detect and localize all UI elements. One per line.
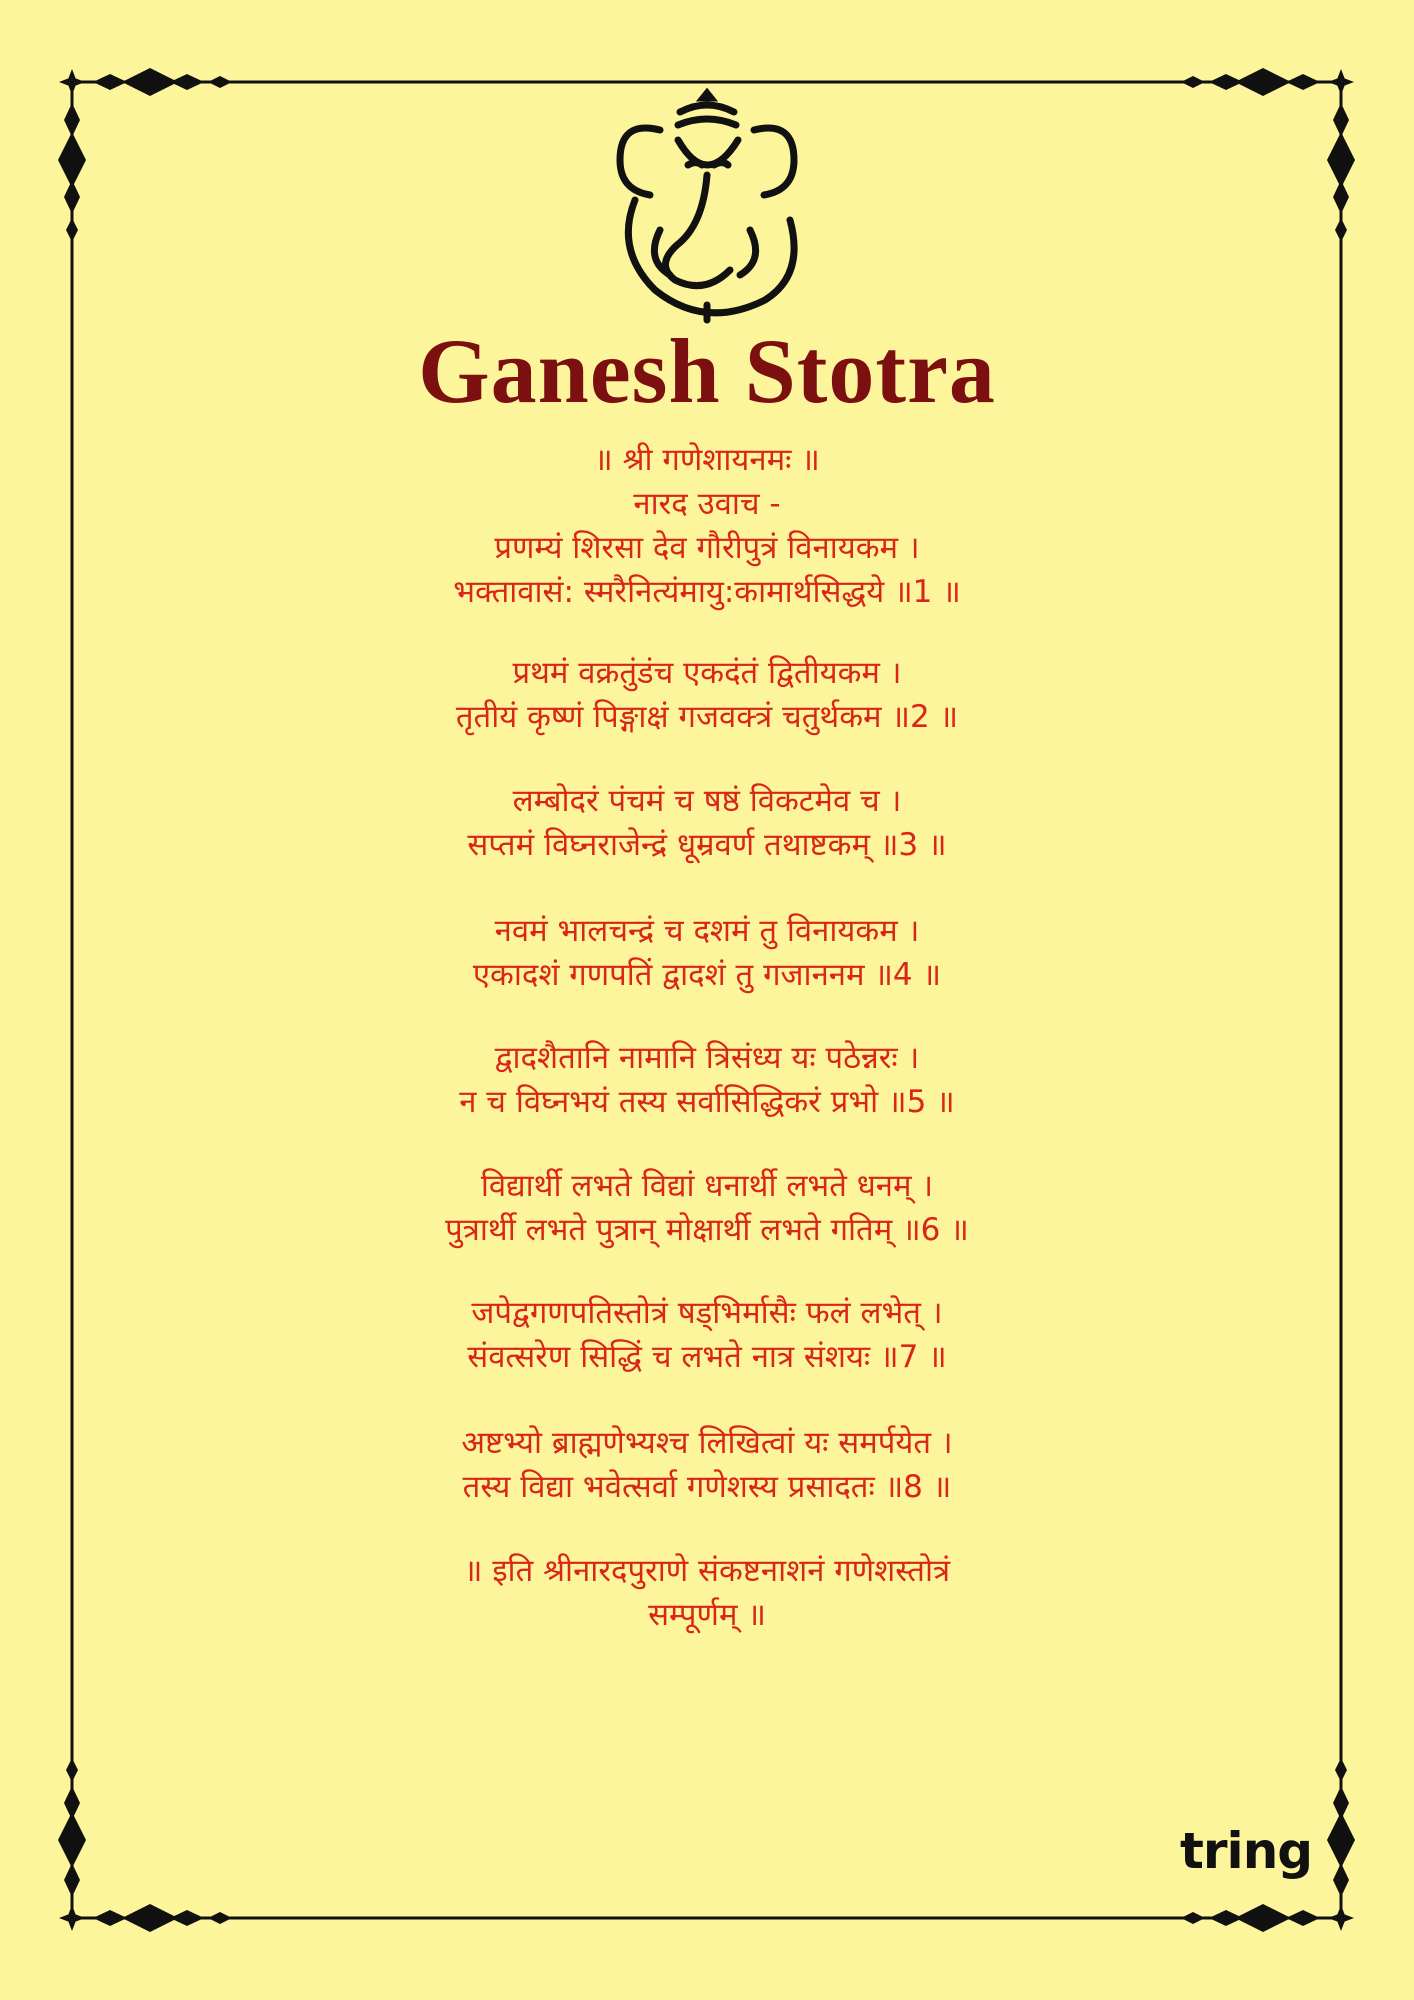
border-diamond-icon — [66, 1758, 78, 1782]
verse-line: विद्यार्थी लभते विद्यां धनार्थी लभते धनम् । — [480, 1168, 934, 1204]
border-diamond-icon — [1333, 180, 1349, 214]
border-diamond-icon — [1335, 1758, 1347, 1782]
corner-star-icon — [1336, 1905, 1346, 1931]
tring-logo: tring — [1180, 1822, 1313, 1880]
narada-uvacha-line: नारद उवाच - — [633, 486, 781, 522]
border-diamond-icon — [66, 218, 78, 242]
verse-line: प्रथमं वक्रतुंडंच एकदंतं द्वितीयकम । — [512, 655, 902, 691]
verse-line: सप्तमं विघ्नराजेन्द्रं धूम्रवर्ण तथाष्टकम् ॥3 ॥ — [467, 827, 947, 863]
border-diamond-icon — [1333, 1786, 1349, 1820]
border-diamond-icon — [64, 103, 80, 137]
border-diamond-icon — [58, 132, 86, 188]
border-diamond-icon — [64, 1863, 80, 1897]
border-diamond-icon — [122, 68, 178, 96]
verse-7 — [0, 1291, 1414, 1379]
verse-5 — [0, 1036, 1414, 1124]
corner-star-icon — [67, 69, 77, 95]
verse-line: अष्टभ्यो ब्राह्मणेभ्यश्च लिखित्वां यः समर्पयेत । — [461, 1425, 953, 1461]
verse-line: संवत्सरेण सिद्धिं च लभते नात्र संशयः ॥7 ॥ — [467, 1339, 947, 1375]
corner-star-icon — [1336, 69, 1346, 95]
border-diamond-icon — [122, 1904, 178, 1932]
border-diamond-icon — [93, 74, 127, 90]
border-diamond-icon — [1286, 1910, 1320, 1926]
verse-line: न च विघ्नभयं तस्य सर्वासिद्धिकरं प्रभो ॥5 ॥ — [459, 1084, 955, 1120]
border-diamond-icon — [58, 1812, 86, 1868]
verse-3 — [0, 779, 1414, 867]
border-diamond-icon — [1235, 68, 1291, 96]
verse-1-line-1: प्रणम्यं शिरसा देव गौरीपुत्रं विनायकम । — [494, 530, 920, 566]
header-lines — [0, 438, 1414, 614]
border-diamond-icon — [1209, 74, 1243, 90]
verse-line: लम्बोदरं पंचमं च षष्ठं विकटमेव च । — [512, 783, 902, 819]
border-diamond-icon — [170, 1910, 204, 1926]
border-diamond-icon — [208, 1912, 232, 1924]
border-diamond-icon — [1181, 1912, 1205, 1924]
border-diamond-icon — [93, 1910, 127, 1926]
border-diamond-icon — [1286, 74, 1320, 90]
verse-8 — [0, 1421, 1414, 1509]
border-diamond-icon — [1333, 1863, 1349, 1897]
invocation-line: ॥ श्री गणेशायनमः ॥ — [594, 442, 820, 478]
border-diamond-icon — [170, 74, 204, 90]
verse-line: एकादशं गणपतिं द्वादशं तु गजाननम ॥4 ॥ — [472, 957, 942, 993]
border-diamond-icon — [1181, 76, 1205, 88]
page-title: Ganesh Stotra — [418, 320, 996, 422]
ganesh-icon — [600, 80, 814, 330]
verse-line: तस्य विद्या भवेत्सर्वा गणेशस्य प्रसादतः ॥8 ॥ — [462, 1469, 952, 1505]
colophon-line: सम्पूर्णम् ॥ — [648, 1597, 766, 1633]
verse-4 — [0, 909, 1414, 997]
verse-6 — [0, 1164, 1414, 1252]
border-diamond-icon — [208, 76, 232, 88]
colophon-line: ॥ इति श्रीनारदपुराणे संकष्टनाशनं गणेशस्तोत्रं — [463, 1553, 951, 1589]
border-diamond-icon — [1327, 132, 1355, 188]
border-diamond-icon — [1335, 218, 1347, 242]
verse-2 — [0, 651, 1414, 739]
border-diamond-icon — [64, 1786, 80, 1820]
verse-line: नवमं भालचन्द्रं च दशमं तु विनायकम । — [494, 913, 920, 949]
border-diamond-icon — [1327, 1812, 1355, 1868]
border-diamond-icon — [1333, 103, 1349, 137]
closing-colophon — [0, 1549, 1414, 1637]
border-diamond-icon — [1235, 1904, 1291, 1932]
border-diamond-icon — [1209, 1910, 1243, 1926]
verse-line: पुत्रार्थी लभते पुत्रान् मोक्षार्थी लभते गतिम् ॥6 ॥ — [445, 1212, 969, 1248]
verse-1-line-2: भक्तावासं: स्मरैनित्यंमायु:कामार्थसिद्धये ॥1 ॥ — [453, 574, 961, 610]
verse-line: द्वादशैतानि नामानि त्रिसंध्य यः पठेन्नरः । — [494, 1040, 920, 1076]
border-diamond-icon — [64, 180, 80, 214]
verse-line: जपेद्वगणपतिस्तोत्रं षड्भिर्मासैः फलं लभेत् । — [471, 1295, 943, 1331]
verse-line: तृतीयं कृष्णं पिङ्गाक्षं गजवक्त्रं चतुर्थकम ॥2 ॥ — [455, 699, 959, 735]
corner-star-icon — [67, 1905, 77, 1931]
